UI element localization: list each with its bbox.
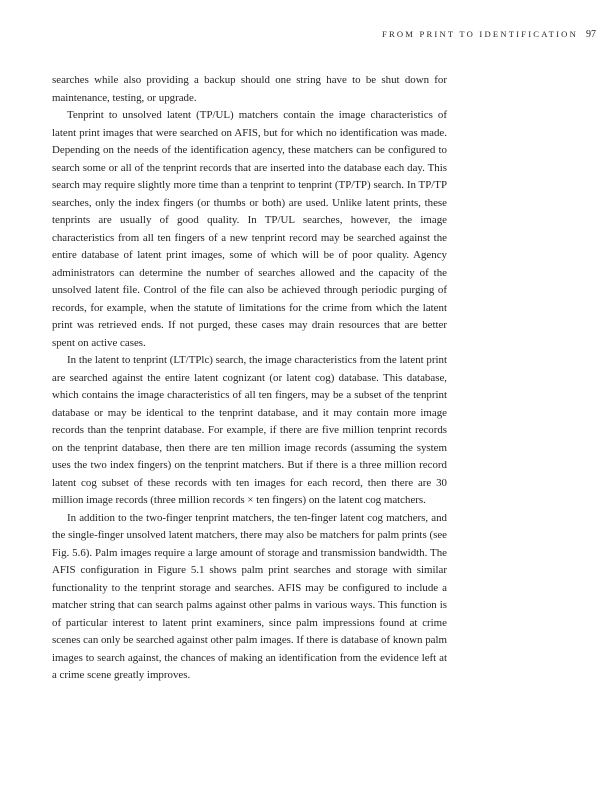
running-title: FROM PRINT TO IDENTIFICATION <box>381 29 578 39</box>
page-number: 97 <box>586 29 596 40</box>
body-text <box>52 72 447 685</box>
running-head <box>382 29 596 40</box>
paragraph-lt-tplc: In the latent to tenprint (LT/TPlc) search, the image characteristics from the latent print are searched against the entire latent cognizant (or latent cog) database. This database, which contains the image characteristics of all ten fingers, may be a subset of the tenprint database or may be identical to the tenprint database, and it may contain more image records than the tenprint database. For example, if there are five million tenprint records on the tenprint database, then there are ten million image records (assuming the system uses the two index fingers) on the tenprint matchers. But if there is a three million record latent cog subset of these records with ten images for each record, then there are 30 million image records (three million records × ten fingers) on the latent cog matchers. <box>52 354 447 506</box>
paragraph-continued: searches while also providing a backup should one string have to be shut down for maintenance, testing, or upgrade. <box>52 74 447 104</box>
paragraph-palm-matchers: In addition to the two-finger tenprint matchers, the ten-finger latent cog matchers, and the single-finger unsolved latent matchers, there may also be matchers for palm prints (see Fig. 5.6). Palm images require a large amount of storage and transmission bandwidth. The AFIS configuration in Figure 5.1 shows palm print searches and storage with similar functionality to the tenprint storage and searches. AFIS may be configured to include a matcher string that can search palms against other palms in various ways. This function is of particular interest to latent print examiners, since palm impressions found at crime scenes can only be searched against other palm images. If there is database of known palm images to search against, the chances of making an identification from the evidence left at a crime scene greatly improves. <box>52 511 447 681</box>
paragraph-tp-ul: Tenprint to unsolved latent (TP/UL) matchers contain the image characteristics of latent print images that were searched on AFIS, but for which no identification was made. Depending on the needs of the identification agency, these matchers can be configured to search some or all of the tenprint records that are inserted into the database each day. This search may require slightly more time than a tenprint to tenprint (TP/TP) search. In TP/TP searches, only the index fingers (or thumbs or both) are used. Unlike latent prints, these tenprints are usually of good quality. In TP/UL searches, however, the image characteristics from all ten fingers of a new tenprint record may be searched against the entire database of latent print images, some of which will be of poor quality. Agency administrators can determine the number of searches allowed and the capacity of the unsolved latent file. Control of the file can also be achieved through periodic purging of records, for example, when the statute of limitations for the crime from which the latent print was retrieved ends. If not purged, these cases may drain resources that are better spent on active cases. <box>52 109 447 349</box>
